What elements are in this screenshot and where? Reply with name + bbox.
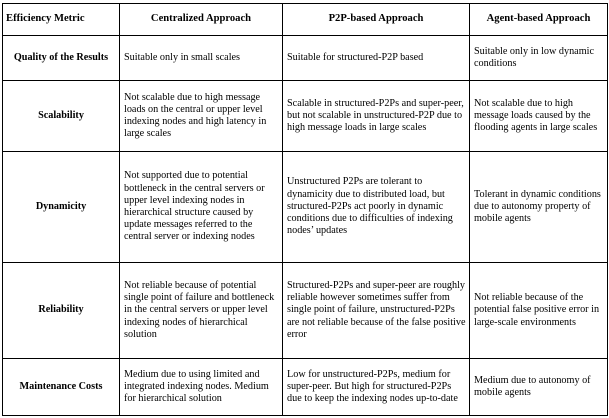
row-metric-reliability: Reliability: [3, 263, 120, 359]
cell-p2p: Structured-P2Ps and super-peer are roughly reliable however sometimes suffer from single point of failure, unstructured-P2Ps are not reliable because of the false positive error: [283, 263, 470, 359]
row-metric-maintenance-costs: Maintenance Costs: [3, 359, 120, 416]
header-centralized-approach: Centralized Approach: [120, 4, 283, 36]
cell-centralized: Not scalable due to high message loads on the central or upper level indexing nodes and high latency in large scales: [120, 81, 283, 152]
cell-agent: Suitable only in low dynamic conditions: [470, 36, 608, 81]
cell-agent: Tolerant in dynamic conditions due to autonomy property of mobile agents: [470, 152, 608, 263]
table-row: [3, 152, 608, 263]
row-metric-scalability: Scalability: [3, 81, 120, 152]
row-metric-quality: Quality of the Results: [3, 36, 120, 81]
row-metric-dynamicity: Dynamicity: [3, 152, 120, 263]
header-row: [3, 4, 608, 36]
cell-centralized: Medium due to using limited and integrated indexing nodes. Medium for hierarchical solution: [120, 359, 283, 416]
cell-centralized: Not supported due to potential bottleneck in the central servers or upper level indexing nodes in hierarchical structure caused by update messages referred to the central server or indexing nodes: [120, 152, 283, 263]
table-row: [3, 36, 608, 81]
cell-p2p: Unstructured P2Ps are tolerant to dynamicity due to distributed load, but structured-P2Ps act poorly in dynamic conditions due to difficulties of indexing nodes’ updates: [283, 152, 470, 263]
cell-p2p: Low for unstructured-P2Ps, medium for super-peer. But high for structured-P2Ps due to keep the indexing nodes up-to-date: [283, 359, 470, 416]
cell-agent: Medium due to autonomy of mobile agents: [470, 359, 608, 416]
cell-agent: Not reliable because of the potential false positive error in large-scale environments: [470, 263, 608, 359]
cell-agent: Not scalable due to high message loads caused by the flooding agents in large scales: [470, 81, 608, 152]
cell-centralized: Not reliable because of potential single point of failure and bottleneck in the central servers or upper level indexing nodes of hierarchical solution: [120, 263, 283, 359]
table-row: [3, 359, 608, 416]
table-row: [3, 81, 608, 152]
comparison-table: [2, 3, 608, 416]
header-efficiency-metric: Efficiency Metric: [3, 4, 120, 36]
cell-p2p: Scalable in structured-P2Ps and super-peer, but not scalable in unstructured-P2P due to high message loads in large scales: [283, 81, 470, 152]
cell-p2p: Suitable for structured-P2P based: [283, 36, 470, 81]
table-row: [3, 263, 608, 359]
cell-centralized: Suitable only in small scales: [120, 36, 283, 81]
header-p2p-approach: P2P-based Approach: [283, 4, 470, 36]
header-agent-approach: Agent-based Approach: [470, 4, 608, 36]
